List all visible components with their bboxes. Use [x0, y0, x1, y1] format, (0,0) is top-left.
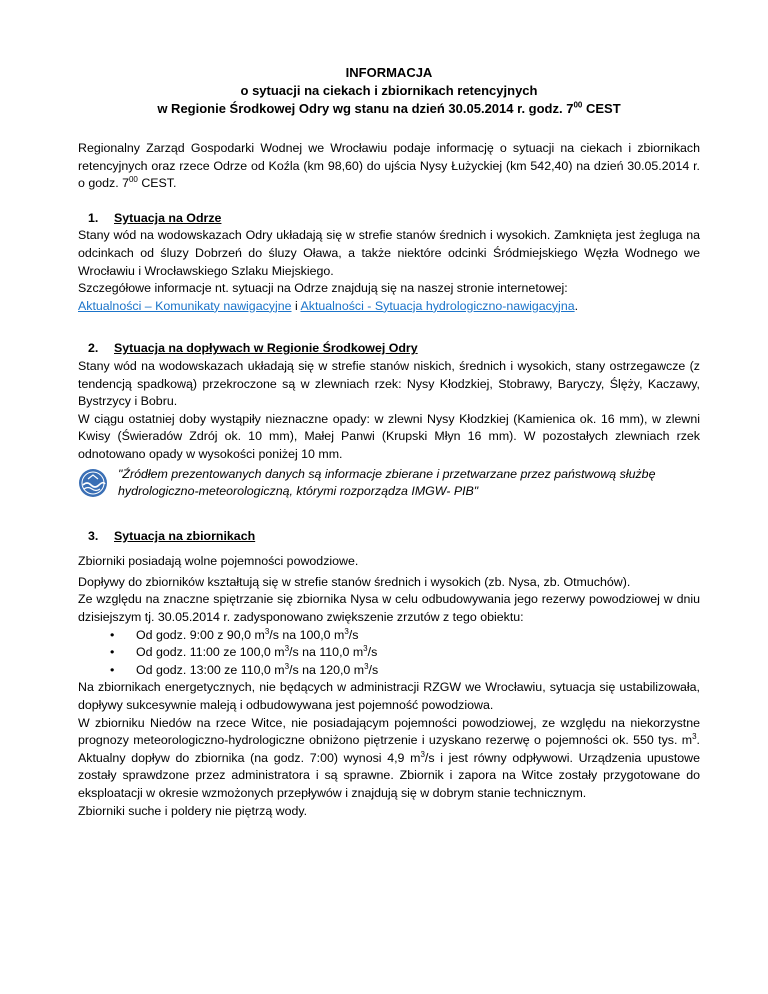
section-1-para-2: Szczegółowe informacje nt. sytuacji na Odrze znajdują się na naszej stronie internetowej: — [78, 281, 568, 296]
section-1-links: Aktualności – Komunikaty nawigacyjne i Aktualności - Sytuacja hydrologiczno-nawigacyjna. — [78, 298, 579, 313]
document-header — [78, 64, 700, 118]
source-quote: "Źródłem prezentowanych danych są informacje zbierane i przetwarzane przez państwową służbę hydrologiczno-meteorologiczną, którymi rozporządza IMGW- PIB" — [118, 466, 656, 499]
section-2-para-2: W ciągu ostatniej doby wystąpiły nieznaczne opady: w zlewni Nysy Kłodzkiej (Kamienica ok. 16 mm), w zlewni Kwisy (Świeradów Zdrój ok. 10 mm), Małej Panwi (Krupski Młyn 16 mm). W pozostałych zlewniach rzek odnotowano opady w wysokości poniżej 10 mm. — [78, 411, 700, 461]
section-3-para-2: Dopływy do zbiorników kształtują się w strefie stanów średnich i wysokich (zb. Nysa, zb. Otmuchów). — [78, 574, 631, 589]
link-hydro-navigation-situation[interactable]: Aktualności - Sytuacja hydrologiczno-nawigacyjna — [300, 298, 575, 313]
section-3-para-3: Ze względu na znaczne spiętrzanie się zbiornika Nysa w celu odbudowywania jego rezerwy powodziowej w dniu dzisiejszym tj. 30.05.2014 r. zadysponowano zwiększenie zrzutów z tego obiektu: — [78, 592, 700, 625]
list-item: • Od godz. 11:00 ze 100,0 $m^3/s$ na 110,0 $m^3/s$ — [78, 644, 700, 662]
header-subtitle: o sytuacji na ciekach i zbiornikach retencyjnych — [240, 83, 538, 98]
section-3-para-5: W zbiorniku Niedów na rzece Witce, nie posiadającym pojemności powodziowej, ze względu na niekorzystne prognozy meteorologiczno-hydrologiczne obniżono piętrzenie i uzyskano rezerwę o pojemności ok. 550 tys. $m^3$. Aktualny dopływ do zbiornika (na godz. 7:00) wynosi 4,9 $m^3/s$ i jest równy odpływowi. Urządzenia upustowe zostały sprawdzone przez administratora i są sprawne. Zbiornik i zapora na Witce zostały przygotowane do eksploatacji w okresie wzmożonych przepływów i znajdują się w dobrym stanie technicznym. — [78, 715, 700, 800]
document-page — [78, 64, 700, 820]
section-3-para-4: Na zbiornikach energetycznych, nie będących w administracji RZGW we Wrocławiu, sytuacja się ustabilizowała, dopływy sukcesywnie maleją i odbudowywana jest pojemność powodziowa. — [78, 680, 700, 713]
list-item: • Od godz. 9:00 z 90,0 $m^3/s$ na 100,0 $m^3/s$ — [78, 627, 700, 645]
header-region-date: w Regionie Środkowej Odry wg stanu na dzień 30.05.2014 r. godz. $7^{00}$ CEST — [157, 100, 621, 116]
intro-paragraph: Regionalny Zarząd Gospodarki Wodnej we Wrocławiu podaje informację o sytuacji na ciekach i zbiornikach retencyjnych oraz rzece Odrze od Koźla (km 98,60) do ujścia Nysy Łużyckiej (km 542,40) na dzień 30.05.2014 r. o godz. $7^{00}$ CEST. — [78, 141, 700, 191]
list-item: • Od godz. 13:00 ze 110,0 $m^3/s$ na 120,0 $m^3/s$ — [78, 662, 700, 680]
link-navigation-notices[interactable]: Aktualności – Komunikaty nawigacyjne — [78, 298, 292, 313]
section-1-heading: 1. Sytuacja na Odrze — [88, 210, 222, 225]
discharge-list — [78, 627, 700, 680]
section-1-para-1: Stany wód na wodowskazach Odry układają się w strefie stanów średnich i wysokich. Zamknięta jest żegluga na odcinkach od śluzy Dobrzeń do śluzy Oława, a także niektóre odcinki Śródmiejskiego Węzła Wodnego we Wrocławiu i Wrocławskiego Szlaku Miejskiego. — [78, 228, 700, 278]
section-3-para-1: Zbiorniki posiadają wolne pojemności powodziowe. — [78, 554, 359, 569]
section-3-heading: 3. Sytuacja na zbiornikach — [88, 528, 256, 543]
section-2-heading: 2. Sytuacja na dopływach w Regionie Środkowej Odry — [88, 341, 418, 356]
section-2-para-1: Stany wód na wodowskazach układają się w strefie stanów niskich, średnich i wysokich, stany ostrzegawcze (z tendencją spadkową) przekroczone są w zlewniach rzek: Nysy Kłodzkiej, Stobrawy, Baryczy, Ślęży, Kaczawy, Bystrzycy i Bobru. — [78, 358, 700, 409]
header-title: INFORMACJA — [345, 65, 433, 80]
section-3-para-6: Zbiorniki suche i poldery nie piętrzą wody. — [78, 803, 308, 818]
imgw-logo-icon — [78, 468, 108, 498]
imgw-source-note — [78, 466, 700, 501]
